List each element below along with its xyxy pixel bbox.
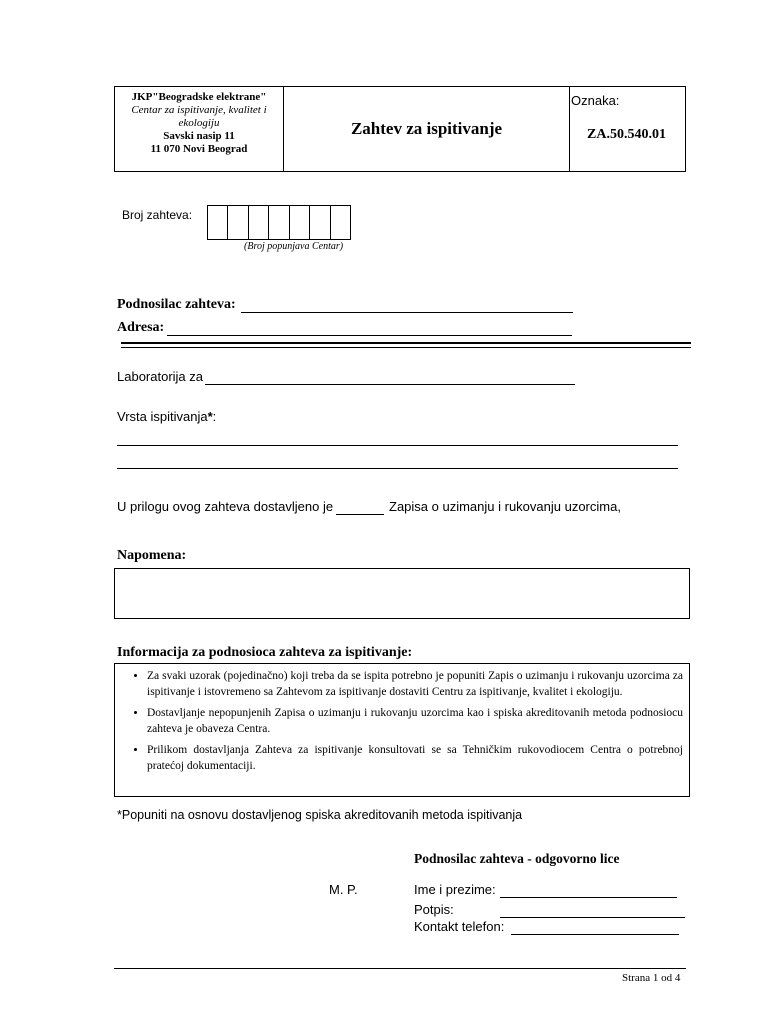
info-title: Informacija za podnosioca zahteva za ispitivanje: [117,645,413,660]
laboratory-label: Laboratorija za [117,369,203,384]
test-type-field-line-2[interactable] [117,455,678,469]
signature-label: Potpis: [414,902,454,917]
designation-value: ZA.50.540.01 [587,127,666,142]
info-box [114,663,690,797]
info-item: • Za svaki uzorak (pojedinačno) koji treba da se ispita potrebno je popuniti Zapis o uzimanju i rukovanju uzorcima za ispitivanje i istovremeno sa Zahtevom za ispitivanje dostaviti Centru za ispitivanje, kvalitet i ekologiju. [147,668,683,700]
signature-title: Podnosilac zahteva - odgovorno lice [414,851,620,866]
request-number-label: Broj zahteva: [122,208,193,222]
organization-subtitle: Centar za ispitivanje, kvalitet i ekologiju [131,104,267,129]
attachment-text-after: Zapisa o uzimanju i rukovanju uzorcima, [389,499,621,514]
address-city: 11 070 Novi Beograd [150,143,248,155]
request-number-boxes[interactable] [207,205,351,240]
test-type-field-line-1[interactable] [117,432,678,446]
organization-cell [115,87,284,171]
document-header [114,86,686,172]
applicant-label: Podnosilac zahteva: [117,297,236,312]
info-item: • Dostavljanje nepopunjenih Zapisa o uzimanju i rukovanju uzorcima kao i spiska akreditovanih metoda podnosiocu zahteva je obaveza Centra. [147,705,683,737]
attachment-text-before: U prilogu ovog zahteva dostavljeno je [117,499,334,514]
organization-name: JKP"Beogradske elektrane" [131,91,267,103]
designation-cell [569,87,685,171]
test-type-label: Vrsta ispitivanja*: [117,409,217,424]
page-number: Strana 1 od 4 [622,972,681,984]
phone-field[interactable] [511,921,679,935]
note-field[interactable] [114,568,690,619]
name-field[interactable] [500,884,677,898]
info-item: • Prilikom dostavljanja Zahteva za ispitivanje konsultovati se sa Tehničkim rukovodiocem Centra o potrebnoj pratećoj dokumentaciji. [147,742,683,774]
footer-rule [114,968,686,969]
laboratory-field[interactable] [205,371,575,385]
request-number-note: (Broj popunjava Centar) [244,241,344,252]
name-label: Ime i prezime: [414,882,496,897]
separator-thick [121,342,691,344]
address-label: Adresa: [117,320,165,335]
note-label: Napomena: [117,548,187,563]
footnote: *Popuniti na osnovu dostavljenog spiska akreditovanih metoda ispitivanja [117,808,523,822]
attachment-count-field[interactable] [336,501,384,515]
applicant-field[interactable] [241,299,573,313]
designation-label: Oznaka: [571,93,620,108]
stamp-label: M. P. [329,882,358,897]
signature-field[interactable] [500,904,685,918]
address-street: Savski nasip 11 [163,130,235,142]
separator-thin [121,347,691,348]
address-field[interactable] [167,322,572,336]
phone-label: Kontakt telefon: [414,919,505,934]
document-title: Zahtev za ispitivanje [284,87,570,171]
